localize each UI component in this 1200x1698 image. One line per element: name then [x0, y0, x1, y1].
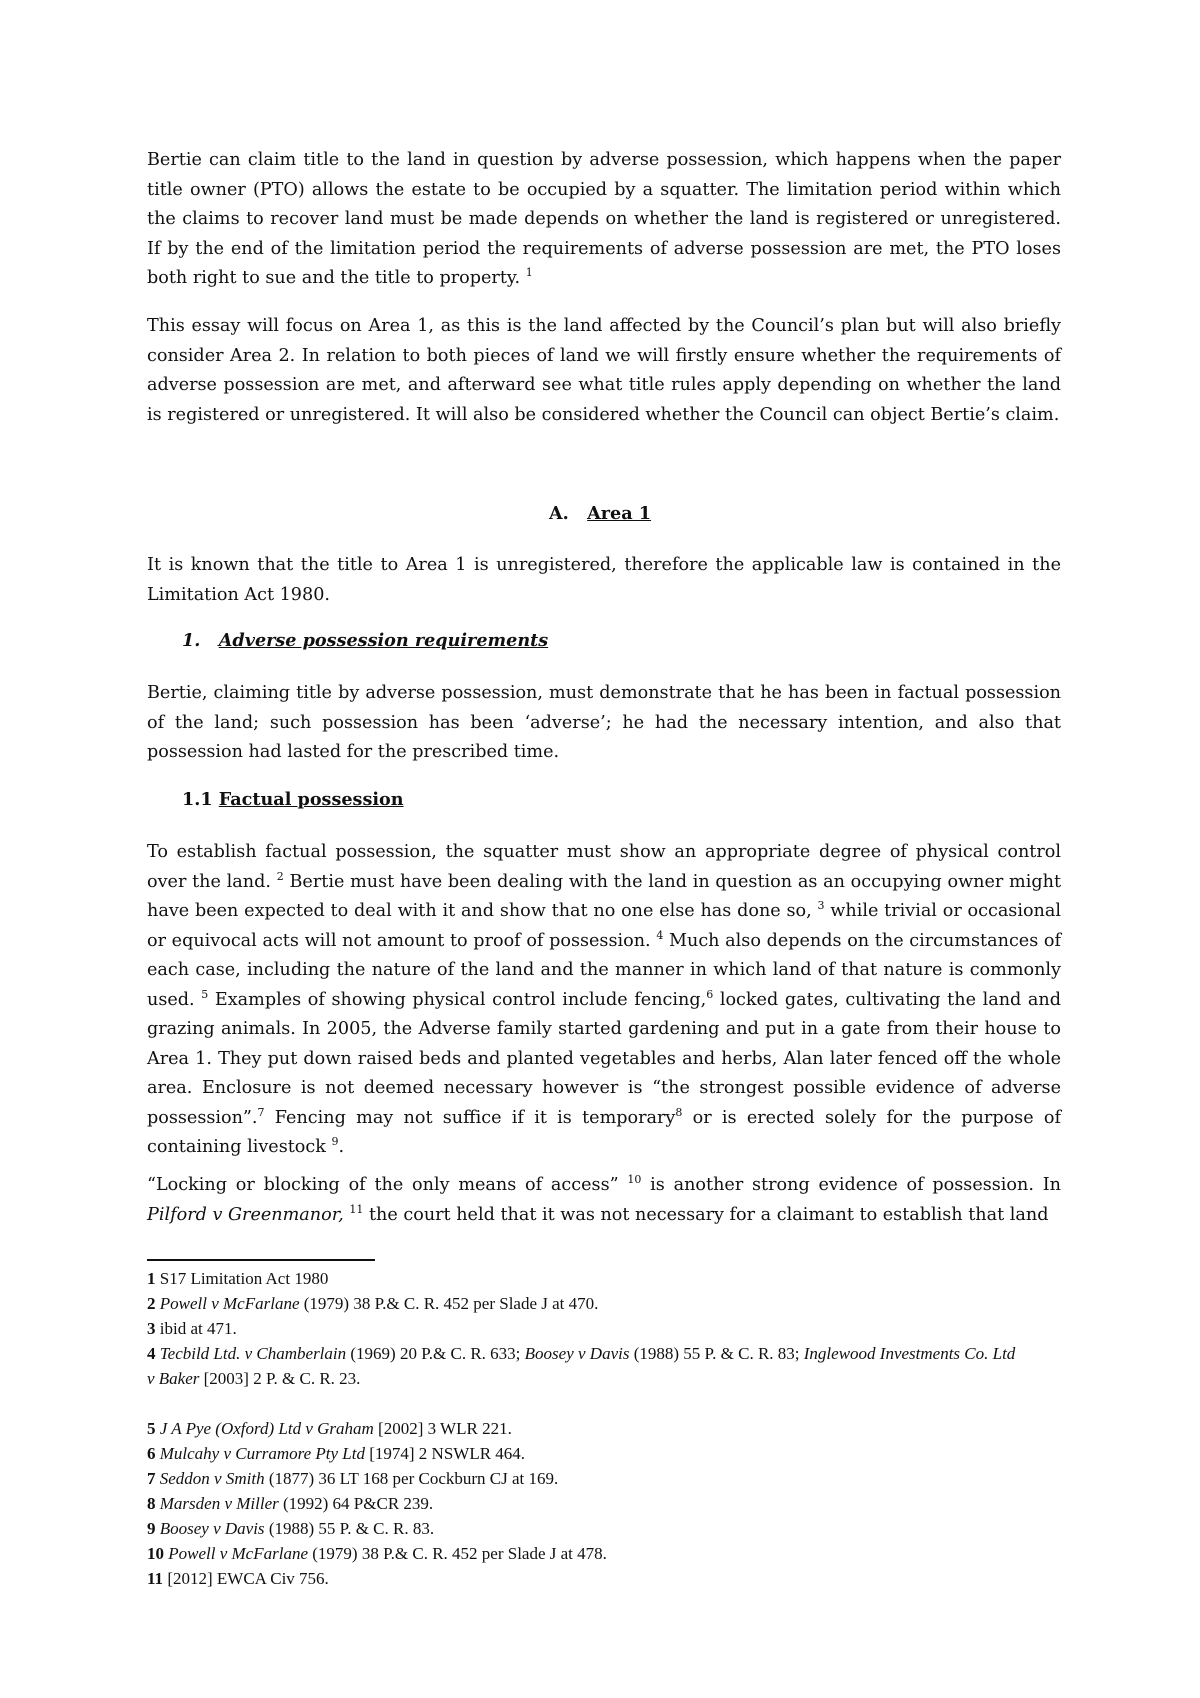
section-1-number: 1. — [182, 630, 201, 651]
section-1-1-heading — [182, 789, 404, 810]
footnote-case-name: Inglewood Investments Co. Ltd v Baker — [147, 1344, 1016, 1388]
section-1-title: Adverse possession requirements — [218, 630, 549, 651]
footnote-case-name: Boosey v Davis — [524, 1344, 630, 1363]
footnote-2 — [147, 1291, 1061, 1316]
footnote-ref[interactable]: 4 — [656, 928, 664, 942]
section-1-1-number: 1.1 — [182, 789, 213, 810]
intro-p1-text: Bertie can claim title to the land in question by adverse possession, which happens when the paper title owner (PTO) allows the estate to be occupied by a squatter. The limitation period within which the claims to recover land must be made depends on whether the land is registered or unregistered. If by the end of the limitation period the requirements of adverse possession are met, the PTO loses both right to sue and the title to property. — [147, 150, 1061, 288]
access-paragraph — [147, 1171, 1061, 1230]
section-1-heading — [182, 630, 548, 651]
intro-paragraph-2: This essay will focus on Area 1, as this is the land affected by the Council’s plan but will also briefly consider Area 2. In relation to both pieces of land we will firstly ensure whether the requirements of adverse possession are met, and afterward see what title rules apply depending on whether the land is registered or unregistered. It will also be considered whether the Council can object Bertie’s claim. — [147, 316, 1061, 425]
footnote-ref[interactable]: 5 — [201, 987, 209, 1001]
footnote-case-name: Seddon v Smith — [159, 1469, 265, 1488]
footnote-text: [2002] 3 WLR 221. — [373, 1419, 512, 1438]
footnote-text: (1979) 38 P.& C. R. 452 per Slade J at 478. — [308, 1544, 607, 1563]
footnote-11 — [147, 1566, 1061, 1591]
footnote-case-name: Powell v McFarlane — [159, 1294, 300, 1313]
section-1-1-title: Factual possession — [218, 789, 404, 810]
footnote-number: 2 — [147, 1294, 156, 1313]
footnote-case-name: J A Pye (Oxford) Ltd v Graham — [159, 1419, 374, 1438]
intro-paragraph-1 — [147, 146, 1061, 294]
footnote-text: [2012] EWCA Civ 756. — [163, 1569, 329, 1588]
footnote-ref[interactable]: 9 — [331, 1135, 339, 1149]
footnote-text: [2003] 2 P. & C. R. 23. — [199, 1369, 361, 1388]
footnote-text: (1988) 55 P. & C. R. 83; — [629, 1344, 804, 1363]
text-span: Examples of showing physical control include fencing, — [208, 989, 707, 1010]
footnote-ref[interactable]: 6 — [706, 987, 714, 1001]
section-a-title: Area 1 — [587, 503, 652, 524]
text-span: or is erected solely for the purpose of containing livestock — [147, 1107, 1061, 1157]
footnote-separator — [147, 1259, 375, 1261]
footnote-ref[interactable]: 1 — [525, 266, 533, 280]
footnote-number: 6 — [147, 1444, 156, 1463]
text-span: locked gates, cultivating the land and grazing animals. In 2005, the Adverse family started gardening and put in a gate from their house to Area 1. They put down raised beds and planted vegetables and herbs, Alan later fenced off the whole area. Enclosure is not deemed necessary however is “the strongest possible evidence of adverse possession”. — [147, 989, 1062, 1128]
text-span: . — [338, 1137, 345, 1157]
footnote-5 — [147, 1416, 1061, 1441]
footnote-number: 11 — [147, 1569, 164, 1588]
footnote-case-name: Powell v McFarlane — [168, 1544, 308, 1563]
footnote-text: [1974] 2 NSWLR 464. — [364, 1444, 526, 1463]
footnote-ref[interactable]: 7 — [257, 1105, 265, 1119]
footnote-1 — [147, 1266, 1061, 1291]
text-span: Much also depends on the circumstances of each case, including the nature of the land and the manner in which land of that nature is commonly used. — [147, 930, 1062, 1010]
text-span: Fencing may not suffice if it is temporary — [264, 1107, 676, 1128]
footnote-number: 10 — [147, 1544, 164, 1563]
footnote-ref[interactable]: 11 — [349, 1202, 364, 1216]
text-span: while trivial or occasional or equivocal acts will not amount to proof of possession. — [147, 901, 1062, 951]
footnote-number: 1 — [147, 1269, 156, 1288]
footnote-ref[interactable]: 10 — [627, 1173, 642, 1187]
footnote-number: 4 — [147, 1344, 156, 1363]
footnote-number: 3 — [147, 1319, 156, 1338]
footnote-text: (1988) 55 P. & C. R. 83. — [264, 1519, 435, 1538]
text-span: is another strong evidence of possession. In — [641, 1175, 1061, 1195]
section-a-letter: A. — [548, 503, 569, 524]
text-span: Bertie must have been dealing with the land in question as an occupying owner might have been expected to deal with it and show that no one else has done so, — [147, 871, 1062, 921]
footnote-8 — [147, 1491, 1061, 1516]
footnote-ref[interactable]: 2 — [276, 869, 284, 883]
section-a-paragraph: It is known that the title to Area 1 is unregistered, therefore the applicable law is contained in the Limitation Act 1980. — [147, 555, 1061, 605]
footnote-number: 7 — [147, 1469, 156, 1488]
footnote-7 — [147, 1466, 1061, 1491]
footnote-number: 9 — [147, 1519, 156, 1538]
footnote-3 — [147, 1316, 1061, 1341]
footnote-case-name: Mulcahy v Curramore Pty Ltd — [159, 1444, 365, 1463]
factual-possession-paragraph — [147, 838, 1061, 1163]
section-heading-a — [0, 503, 1200, 524]
case-name: Pilford v Greenmanor, — [147, 1204, 344, 1225]
footnote-ref[interactable]: 8 — [675, 1105, 683, 1119]
footnote-text: S17 Limitation Act 1980 — [155, 1269, 329, 1288]
footnote-text: (1969) 20 P.& C. R. 633; — [346, 1344, 525, 1363]
text-span: “Locking or blocking of the only means of access” — [147, 1175, 619, 1195]
footnote-9 — [147, 1516, 1061, 1541]
footnote-number: 5 — [147, 1419, 156, 1438]
footnote-case-name: Tecbild Ltd. v Chamberlain — [159, 1344, 347, 1363]
footnote-number: 8 — [147, 1494, 156, 1513]
footnote-text: ibid at 471. — [155, 1319, 237, 1338]
footnote-text: (1979) 38 P.& C. R. 452 per Slade J at 470. — [299, 1294, 599, 1313]
footnote-text: (1877) 36 LT 168 per Cockburn CJ at 169. — [264, 1469, 559, 1488]
footnote-10 — [147, 1541, 1061, 1566]
footnote-text: (1992) 64 P&CR 239. — [278, 1494, 434, 1513]
text-span: To establish factual possession, the squatter must show an appropriate degree of physical control over the land. — [147, 842, 1061, 892]
footnote-6 — [147, 1441, 1061, 1466]
section-1-paragraph: Bertie, claiming title by adverse possession, must demonstrate that he has been in factual possession of the land; such possession has been ‘adverse’; he had the necessary intention, and also that possession had lasted for the prescribed time. — [147, 683, 1061, 762]
footnote-case-name: Boosey v Davis — [159, 1519, 265, 1538]
footnote-ref[interactable]: 3 — [817, 899, 825, 913]
footnote-case-name: Marsden v Miller — [159, 1494, 279, 1513]
text-span: the court held that it was not necessary for a claimant to establish that land — [363, 1204, 1049, 1225]
footnote-4 — [147, 1341, 1027, 1391]
